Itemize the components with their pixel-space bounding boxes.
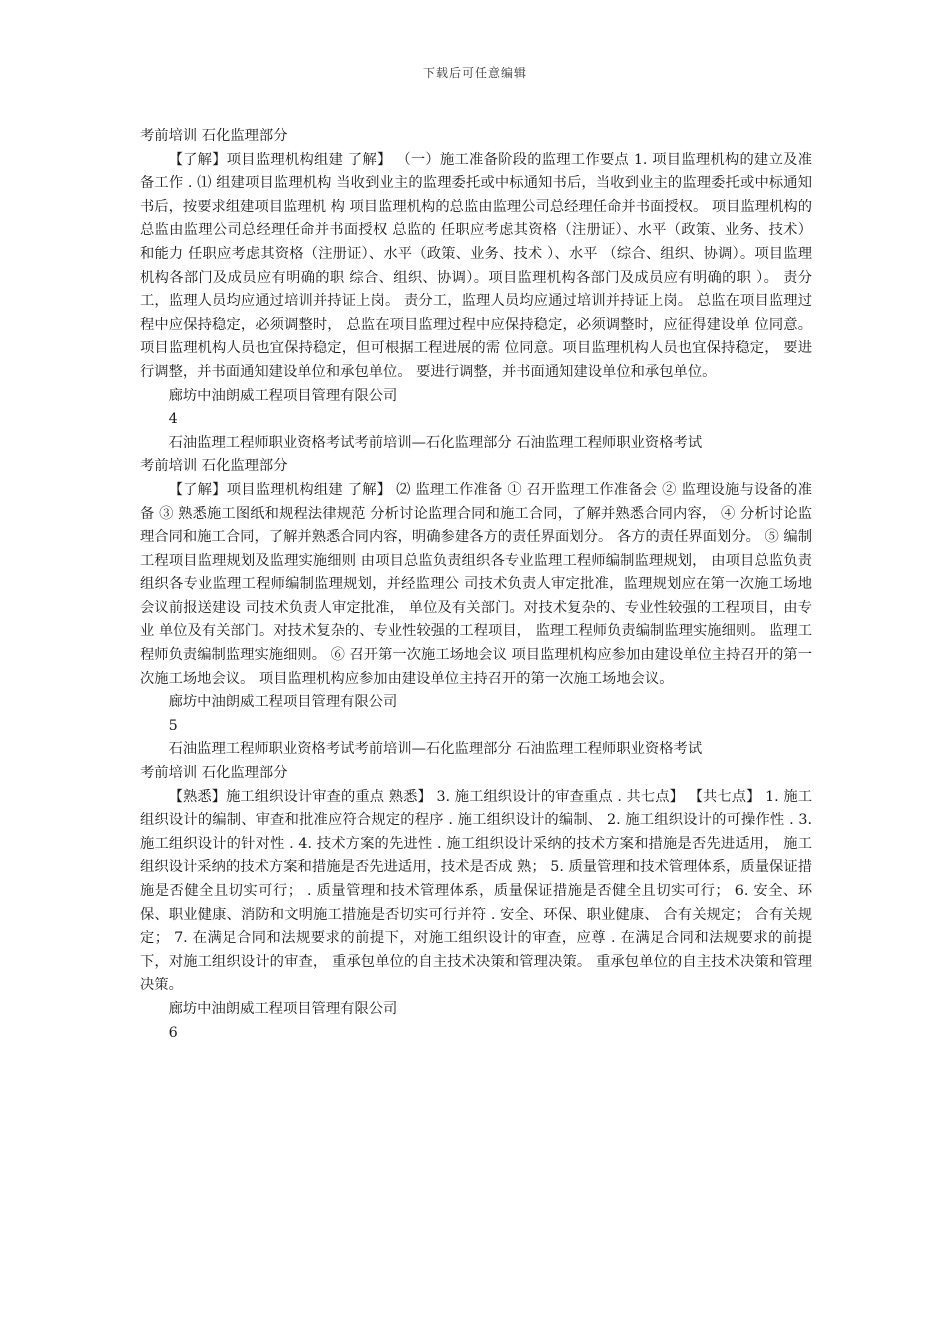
section-subtitle: 考前培训 石化监理部分 bbox=[140, 458, 288, 475]
section-title: 石油监理工程师职业资格考试考前培训—石化监理部分 石油监理工程师职业资格考试 bbox=[168, 434, 703, 451]
page-number: 4 bbox=[168, 411, 178, 428]
section-subtitle: 考前培训 石化监理部分 bbox=[140, 765, 288, 782]
page-header: 下载后可任意编辑 bbox=[422, 66, 527, 80]
section-body: 【熟悉】施工组织设计审查的重点 熟悉】 3. 施工组织设计的审查重点 . 共七点】 【共七点】 1. 施工组织设计的编制、审查和批准应符合规定的程序 . 施工组织设计的编制、 2. 施工组织设计的可操作性 . 3. 施工组织设计的针对性 . 4. 技术方案的先进性 . 施工组织设计采纳的技术方案和措施是否先进适用， 施工组织设计采纳的技术方案和措施是否先进适用，技术是否成 熟； 5. 质量管理和技术管理体系，质量保证措施是否健全且切实可行； . 质量管理和技术管理体系，质量保证措施是否健全且切实可行； 6. 安全、环保、职业健康、消防和文明施工措施是否切实可行并符 . 安全、环保、职业健康、 合有关规定； 合有关规定； 7. 在满足合同和法规要求的前提下，对施工组织设计的审查，应尊 . 在满足合同和法规要求的前提下，对施工组织设计的审查， 重承包单位的自主技术决策和管理决策。 重承包单位的自主技术决策和管理决策。 bbox=[140, 788, 812, 994]
page-number: 5 bbox=[168, 717, 178, 734]
section-subtitle: 考前培训 石化监理部分 bbox=[140, 128, 288, 144]
section-body: 【了解】项目监理机构组建 了解】 （一）施工准备阶段的监理工作要点 1. 项目监理机构的建立及准备工作 . ⑴ 组建项目监理机构 当收到业主的监理委托或中标通知书后，当收到业主的监理委托或中标通知书后，按要求组建项目监理机 构 项目监理机构的总监由监理公司总经理任命并书面授权。 项目监理机构的总监由监理公司总经理任命并书面授权 总监的 任职应考虑其资格（注册证）、水平（政策、业务、技术）和能力 任职应考虑其资格（注册证）、水平（政策、业务、技术 ）、水平 （综合、组织、协调）。项目监理机构各部门及成员应有明确的职 综合、组织、协调）。项目监理机构各部门及成员应有明确的职 ）。 责分工，监理人员均应通过培训并持证上岗。 责分工，监理人员均应通过培训并持证上岗。 总监在项目监理过程中应保持稳定，必须调整时， 总监在项目监理过程中应保持稳定，必须调整时，应征得建设单 位同意。项目监理机构人员也宜保持稳定，但可根据工程进展的需 位同意。项目监理机构人员也宜保持稳定， 要进行调整，并书面通知建设单位和承包单位。 要进行调整，并书面通知建设单位和承包单位。 bbox=[140, 151, 812, 380]
page-number: 6 bbox=[168, 1024, 178, 1041]
company-name: 廊坊中油朗威工程项目管理有限公司 bbox=[168, 1000, 398, 1017]
document-body bbox=[140, 125, 812, 1045]
company-name: 廊坊中油朗威工程项目管理有限公司 bbox=[168, 387, 398, 404]
section-title: 石油监理工程师职业资格考试考前培训—石化监理部分 石油监理工程师职业资格考试 bbox=[168, 741, 703, 758]
section-body: 【了解】项目监理机构组建 了解】 ⑵ 监理工作准备 ① 召开监理工作准备会 ② 监理设施与设备的准备 ③ 熟悉施工图纸和规程法律规范 分析讨论监理合同和施工合同，了解并熟悉合同内容， ④ 分析讨论监理合同和施工合同，了解并熟悉合同内容，明确参建各方的责任界面划分。 各方的责任界面划分。 ⑤ 编制工程项目监理规划及监理实施细则 由项目总监负责组织各专业监理工程师编制监理规划， 由项目总监负责组织各专业监理工程师编制监理规划，并经监理公 司技术负责人审定批准，监理规划应在第一次施工场地会议前报送建设 司技术负责人审定批准， 单位及有关部门。对技术复杂的、专业性较强的工程项目，由专业 单位及有关部门。对技术复杂的、专业性较强的工程项目， 监理工程师负责编制监理实施细则。 监理工程师负责编制监理实施细则。 ⑥ 召开第一次施工场地会议 项目监理机构应参加由建设单位主持召开的第一次施工场地会议。 项目监理机构应参加由建设单位主持召开的第一次施工场地会议。 bbox=[140, 481, 812, 687]
company-name: 廊坊中油朗威工程项目管理有限公司 bbox=[168, 694, 398, 711]
